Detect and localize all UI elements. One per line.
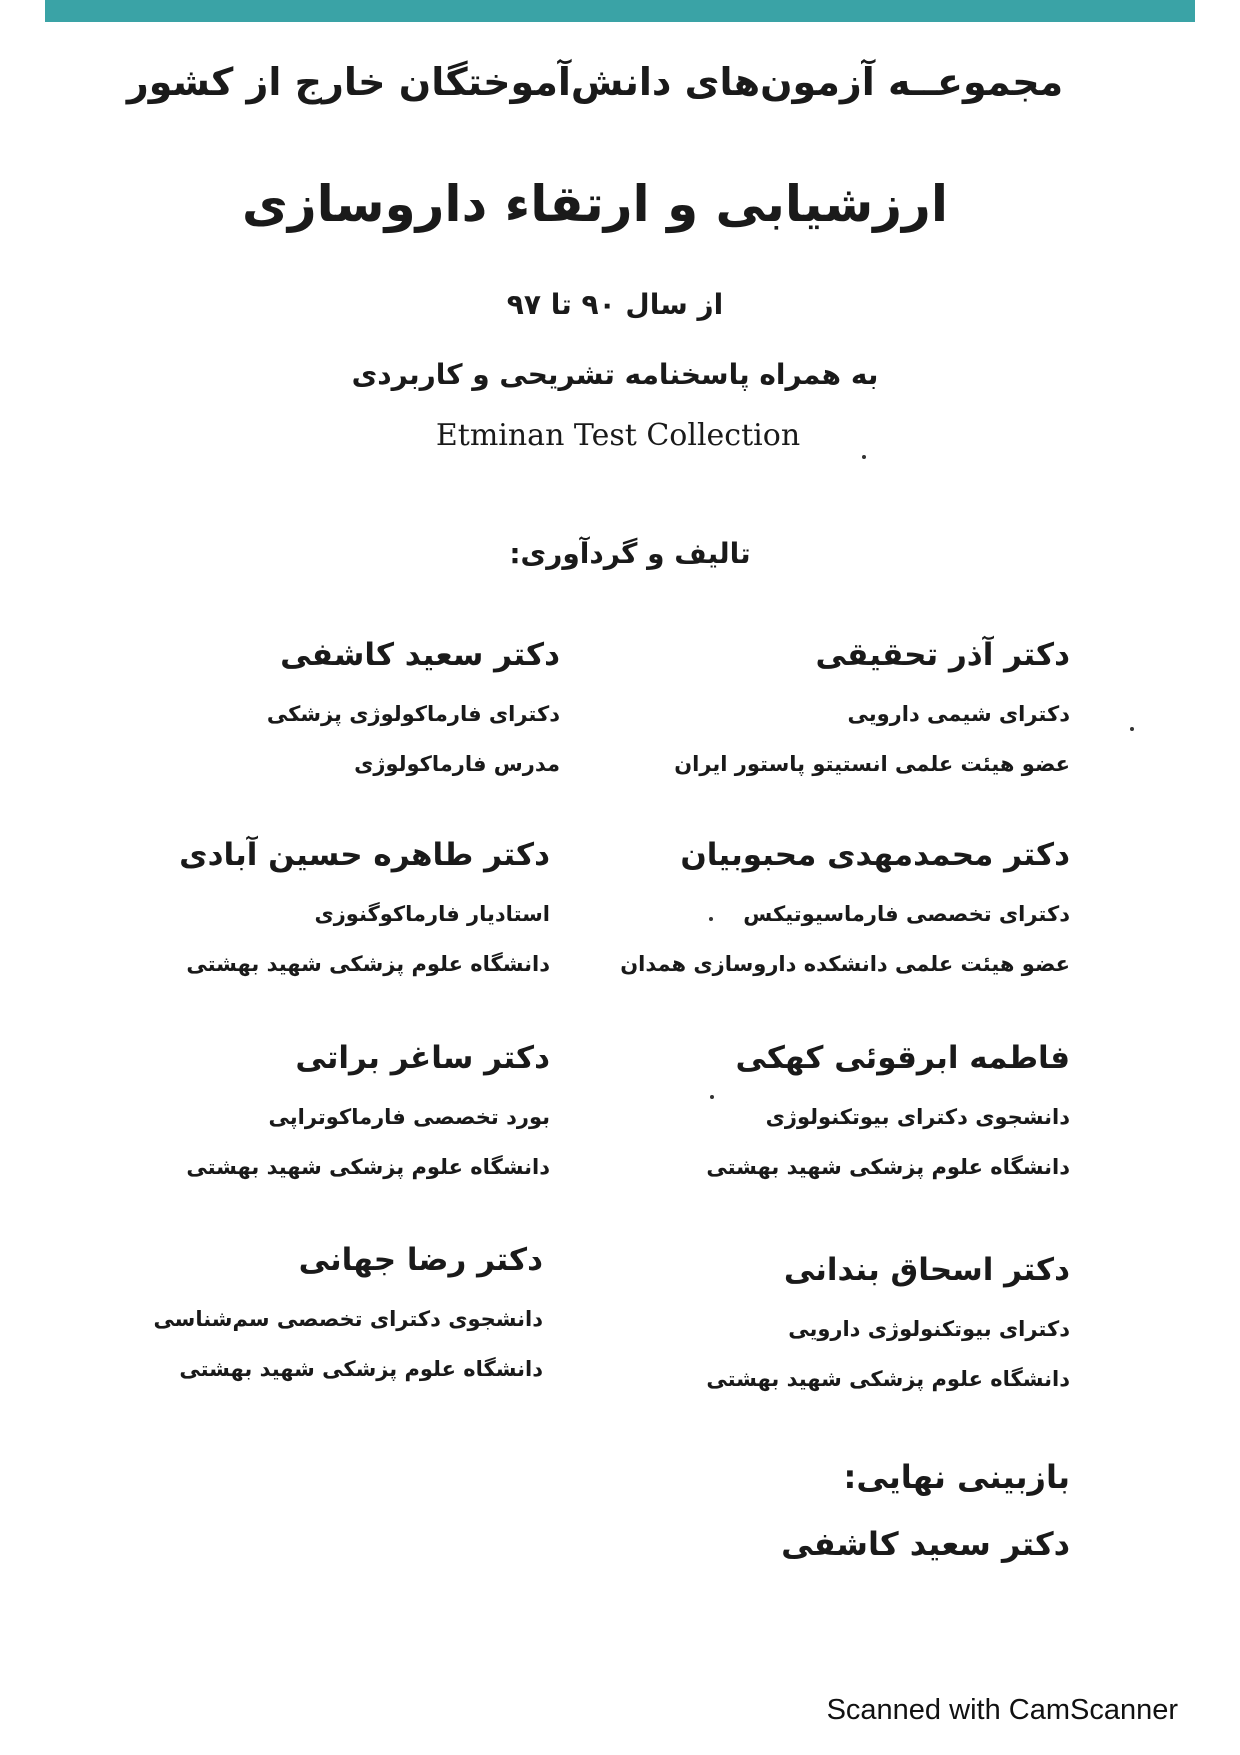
- author-name: دکتر سعید کاشفی: [280, 637, 560, 673]
- author-affiliation: دانشگاه علوم پزشکی شهید بهشتی: [179, 1357, 543, 1381]
- author-block: [186, 1038, 550, 1180]
- author-name: دکتر طاهره حسین آبادی: [179, 837, 550, 873]
- author-affiliation: عضو هیئت علمی دانشکده داروسازی همدان: [620, 952, 1070, 976]
- author-affiliation: دانشگاه علوم پزشکی شهید بهشتی: [706, 1155, 1070, 1179]
- series-title: مجموعــه آزمون‌های دانش‌آموختگان خارج از کشور: [126, 60, 1064, 104]
- compiled-by-label: تالیف و گردآوری:: [509, 537, 751, 570]
- answers-subtitle: به همراه پاسخنامه تشریحی و کاربردی: [351, 358, 879, 391]
- author-name: دکتر محمدمهدی محبوبیان: [680, 837, 1070, 873]
- author-credential: بورد تخصصی فارماکوتراپی: [268, 1105, 550, 1129]
- book-title: ارزشیابی و ارتقاء داروسازی: [242, 175, 948, 233]
- scan-speck: [1130, 727, 1134, 731]
- author-affiliation: دانشگاه علوم پزشکی شهید بهشتی: [186, 1155, 550, 1179]
- author-name: دکتر آذر تحقیقی: [815, 637, 1070, 673]
- author-block: [179, 835, 550, 977]
- scan-speck: [709, 917, 713, 921]
- author-credential: دکترای بیوتکنولوژی دارویی: [788, 1317, 1070, 1341]
- author-credential: استادیار فارماکوگنوزی: [314, 902, 550, 926]
- author-affiliation: عضو هیئت علمی انستیتو پاستور ایران: [674, 752, 1070, 776]
- author-affiliation: دانشگاه علوم پزشکی شهید بهشتی: [186, 952, 550, 976]
- author-credential: دکترای فارماکولوژی پزشکی: [266, 702, 560, 726]
- author-credential: دکترای شیمی دارویی: [847, 702, 1070, 726]
- author-name: دکتر اسحاق بندانی: [783, 1252, 1070, 1288]
- final-review-label: بازبینی نهایی:: [843, 1458, 1070, 1496]
- scan-speck: [862, 455, 866, 459]
- author-credential: دکترای تخصصی فارماسیوتیکس: [743, 902, 1070, 926]
- author-credential: دانشجوی دکترای تخصصی سم‌شناسی: [153, 1307, 543, 1331]
- author-name: دکتر ساغر براتی: [295, 1040, 550, 1076]
- final-review-name: دکتر سعید کاشفی: [781, 1525, 1070, 1563]
- author-credential: دانشجوی دکترای بیوتکنولوژی: [765, 1105, 1070, 1129]
- cover-color-band: [45, 0, 1195, 22]
- author-block: [706, 1038, 1070, 1180]
- author-affiliation: مدرس فارماکولوژی: [354, 752, 560, 776]
- author-name: دکتر رضا جهانی: [298, 1242, 543, 1278]
- author-block: [620, 835, 1070, 977]
- scan-speck: [710, 1095, 714, 1099]
- author-block: [267, 635, 560, 777]
- author-block: [674, 635, 1070, 777]
- scanner-watermark: Scanned with CamScanner: [826, 1694, 1178, 1726]
- author-name: فاطمه ابرقوئی کهکی: [735, 1040, 1070, 1076]
- english-collection-title: Etminan Test Collection: [435, 418, 801, 453]
- year-range: از سال ۹۰ تا ۹۷: [506, 288, 724, 321]
- author-affiliation: دانشگاه علوم پزشکی شهید بهشتی: [706, 1367, 1070, 1391]
- author-block: [706, 1250, 1070, 1392]
- author-block: [153, 1240, 543, 1382]
